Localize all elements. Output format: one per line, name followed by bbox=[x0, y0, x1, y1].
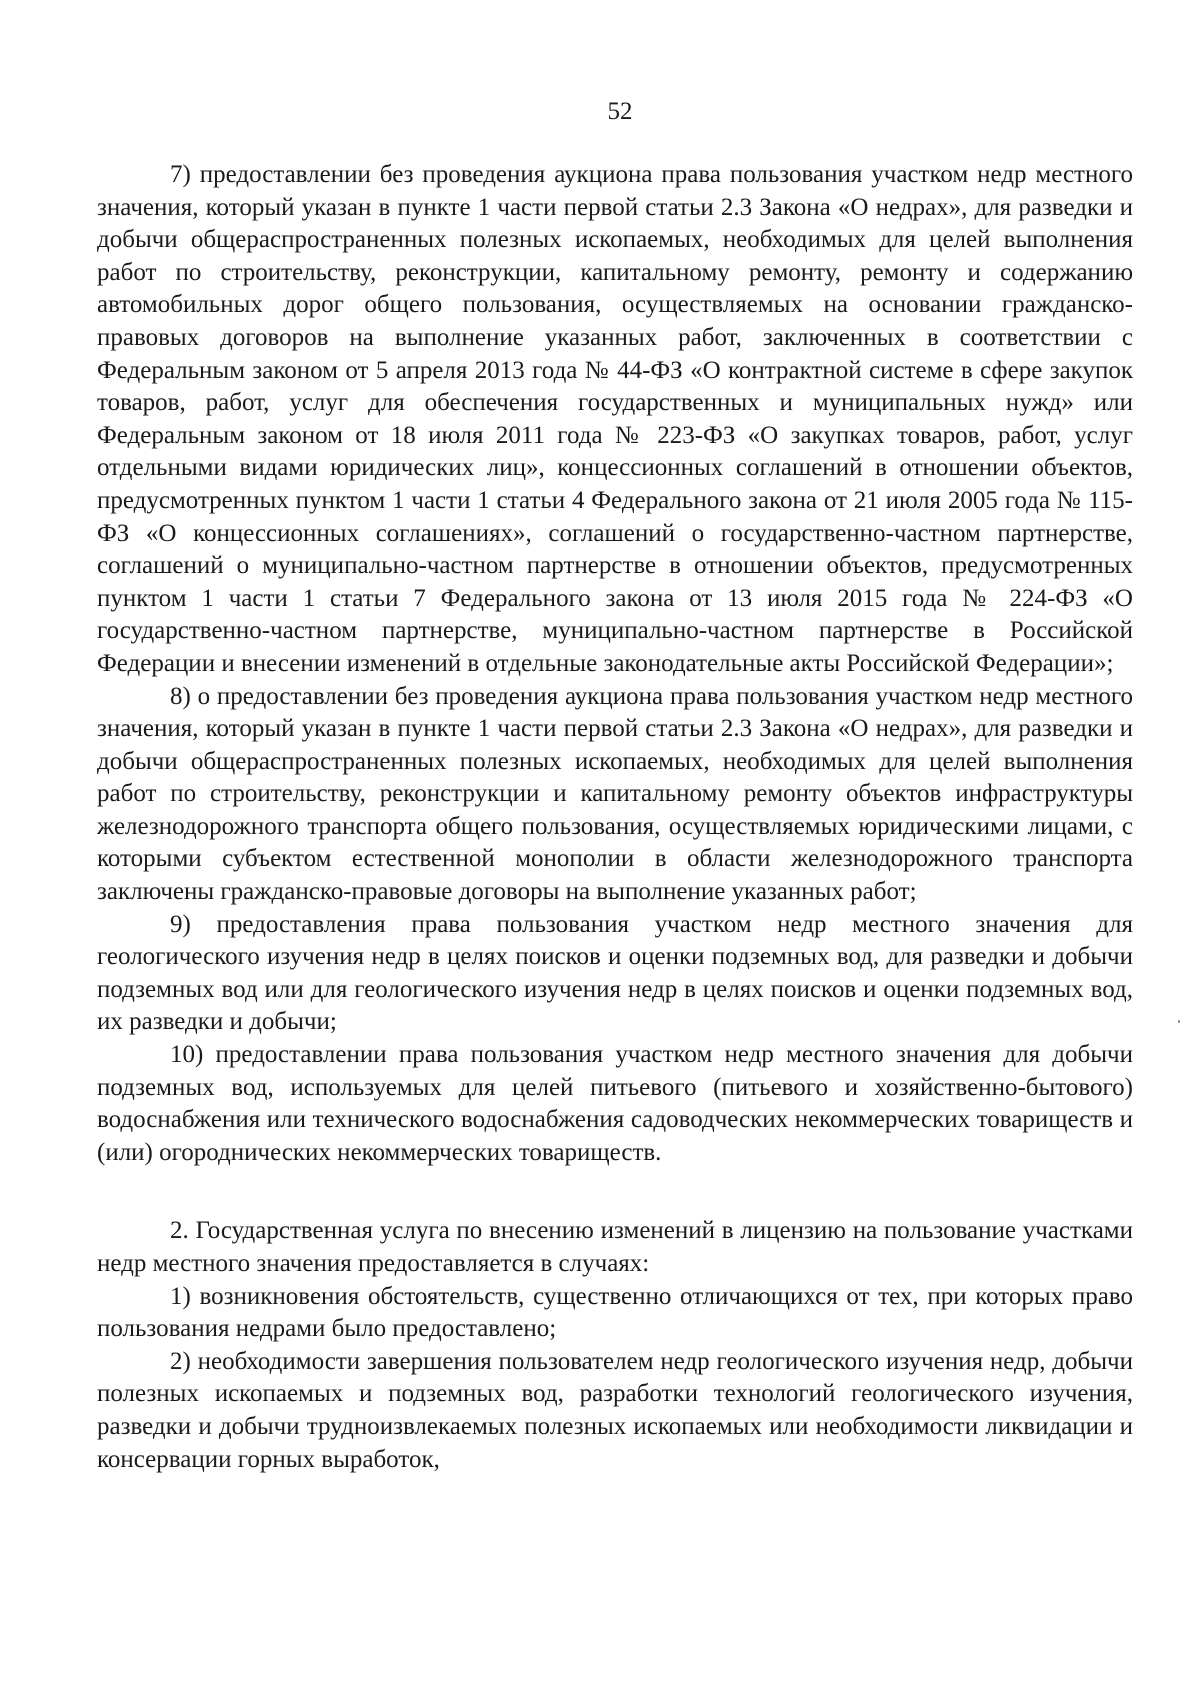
paragraph-item-10: 10) предоставлении права пользования участком недр местного значения для добычи подземных вод, используемых для целей питьевого (питьевого и хозяйственно-бытового) водоснабжения или технического водоснабжения садоводческих некоммерческих товариществ и (или) огороднических некоммерческих товариществ. bbox=[97, 1041, 1133, 1166]
paragraph-section-2: 2. Государственная услуга по внесению изменений в лицензию на пользование участками недр местного значения предоставляется в случаях: bbox=[97, 1217, 1133, 1277]
page-number: 52 bbox=[607, 98, 633, 125]
paragraph-section-2-item-1: 1) возникновения обстоятельств, существенно отличающихся от тех, при которых право пользования недрами было предоставлено; bbox=[97, 1282, 1133, 1343]
paragraph-item-9: 9) предоставления права пользования участком недр местного значения для геологического изучения недр в целях поисков и оценки подземных вод, для разведки и добычи подземных вод или для геологического изучения недр в целях поисков и оценки подземных вод, их разведки и добычи; bbox=[97, 910, 1133, 1036]
scan-speck bbox=[1178, 1020, 1180, 1023]
paragraph-item-7: 7) предоставлении без проведения аукциона права пользования участком недр местного значения, который указан в пункте 1 части первой статьи 2.3 Закона «О недрах», для разведки и добычи общераспространенных полезных ископаемых, необходимых для целей выполнения работ по строительству, реконструкции, капитальному ремонту, ремонту и содержанию автомобильных дорог общего пользования, осуществляемых на основании гражданско-правовых договоров на выполнение указанных работ, заключенных в соответствии с Федеральным законом от 5 апреля 2013 года № 44-ФЗ «О контрактной системе в сфере закупок товаров, работ, услуг для обеспечения государственных и муниципальных нужд» или Федеральным законом от 18 июля 2011 года № 223-ФЗ «О закупках товаров, работ, услуг отдельными видами юридических лиц», концессионных соглашений в отношении объектов, предусмотренных пунктом 1 части 1 статьи 4 Федерального закона от 21 июля 2005 года № 115-ФЗ «О концессионных соглашениях», соглашений о государственно-частном партнерстве, соглашений о муниципально-частном партнерстве в отношении объектов, предусмотренных пунктом 1 части 1 статьи 7 Федерального закона от 13 июля 2015 года № 224-ФЗ «О государственно-частном партнерстве, муниципально-частном партнерстве в Российской Федерации и внесении изменений в отдельные законодательные акты Российской Федерации»; bbox=[97, 161, 1133, 677]
document-body bbox=[97, 159, 1133, 1476]
paragraph-section-2-item-2: 2) необходимости завершения пользователем недр геологического изучения недр, добычи полезных ископаемых и подземных вод, разработки технологий геологического изучения, разведки и добычи трудноизвлекаемых полезных ископаемых или необходимости ликвидации и консервации горных выработок, bbox=[97, 1347, 1133, 1473]
paragraph-item-8: 8) о предоставлении без проведения аукциона права пользования участком недр местного значения, который указан в пункте 1 части первой статьи 2.3 Закона «О недрах», для разведки и добычи общераспространенных полезных ископаемых, необходимых для целей выполнения работ по строительству, реконструкции и капитальному ремонту объектов инфраструктуры железнодорожного транспорта общего пользования, осуществляемых юридическими лицами, с которыми субъектом естественной монополии в области железнодорожного транспорта заключены гражданско-правовые договоры на выполнение указанных работ; bbox=[97, 682, 1133, 906]
